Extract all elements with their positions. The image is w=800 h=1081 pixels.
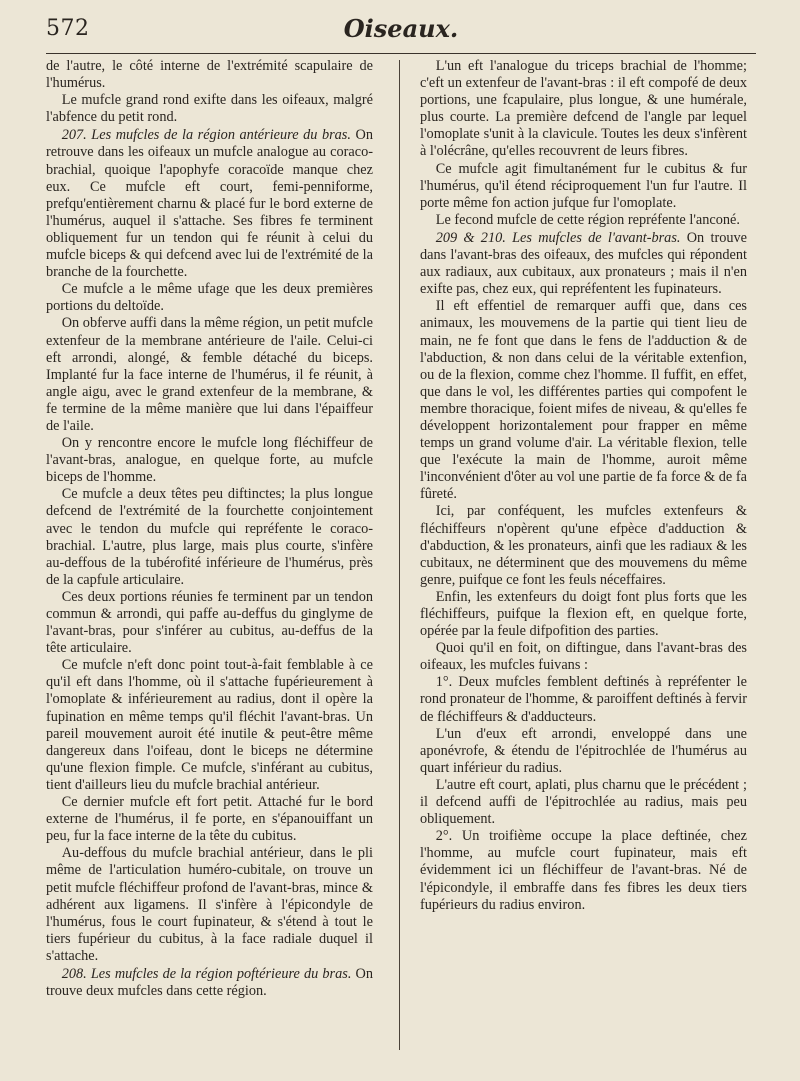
paragraph-text: de l'autre, le côté interne de l'extrémité scapulaire de l'humérus. — [46, 58, 373, 92]
paragraph — [420, 298, 747, 503]
paragraph — [46, 845, 373, 965]
section-heading: 207. Les mufcles de la région antérieure du bras. — [61, 127, 351, 144]
paragraph-text: Ces deux portions réunies fe terminent par un tendon commun & arrondi, qui paffe au-deffus du ginglyme de l'avant-bras, pour s'inférer au cubitus, au-deffus de la tête articulaire. — [46, 588, 373, 657]
paragraph — [420, 58, 747, 161]
paragraph-text: On obferve auffi dans la même région, un petit mufcle extenfeur de la membrane antérieure de l'aile. Celui-ci eft arrondi, alongé, & femble détaché du biceps. Implanté fur la face interne de l'humérus, il fe réunit, à angle aigu, avec le grand extenfeur de la membrane, & fe termine de la même manière que lui dans l'épaiffeur de l'aile. — [46, 315, 373, 434]
paragraph — [420, 777, 747, 828]
paragraph — [420, 589, 747, 640]
section-paragraph — [46, 966, 373, 1000]
header-rule — [46, 53, 756, 54]
paragraph — [46, 794, 373, 845]
paragraph — [420, 640, 747, 674]
paragraph-text: Il eft effentiel de remarquer auffi que, dans ces animaux, les mouvemens de la partie qui tient lieu de main, ne fe font que dans le fens de l'adduction & de l'abduction, & non dans celui de la véritable extenfion, ou de la flexion, comme chez l'homme. Il fuffit, en effet, que dans le vol, les différentes parties qui compofent le membre thoracique, foient mifes de niveau, & qu'elles fe développent horizontalement pour frapper en même temps un grand volume d'air. La véritable flexion, telle que l'exécute la main de l'homme, auroit même l'inconvénient d'ôter au vol une partie de fa force & de fa fûreté. — [420, 298, 747, 503]
paragraph-text: 2°. Un troifième occupe la place deftinée, chez l'homme, au mufcle court fupinateur, mais eft évidemment ici un fléchiffeur de l'avant-bras. Né de l'épicondyle, il embraffe dans fes fibres les deux tiers fupérieurs du radius environ. — [420, 828, 747, 913]
paragraph — [420, 161, 747, 212]
paragraph — [420, 828, 747, 913]
paragraph-text: L'un eft l'analogue du triceps brachial de l'homme; c'eft un extenfeur de l'avant-bras : il eft compofé de deux portions, une fcapulaire, plus longue, & une humérale, plus courte. La première defcend de l'angle par lequel l'omoplate s'unit à la clavicule. Toutes les deux s'infèrent à l'olécrâne, qu'elles recouvrent de leurs fibres. — [420, 58, 747, 160]
column-divider — [399, 60, 400, 1050]
paragraph-text: On trouve deux mufcles dans cette région. — [46, 965, 373, 1000]
paragraph — [420, 674, 747, 725]
section-paragraph — [420, 230, 747, 298]
paragraph — [46, 281, 373, 315]
section-heading: 208. Les mufcles de la région poftérieure du bras. — [61, 965, 352, 982]
paragraph — [420, 212, 747, 229]
paragraph-text: Ce mufcle a deux têtes peu diftinctes; la plus longue defcend de l'extrémité de la fourchette conjointement avec le tendon du mufcle qui repréfente le coraco-brachial. L'autre, plus large, mais plus courte, s'infère au-deffous de la tubérofité inférieure de l'humérus, près de la capfule articulaire. — [46, 486, 373, 588]
paragraph — [46, 315, 373, 435]
paragraph-text: Le fecond mufcle de cette région repréfente l'anconé. — [435, 211, 740, 228]
running-title: Oiseaux. — [343, 14, 459, 43]
paragraph-text: 1°. Deux mufcles femblent deftinés à repréfenter le rond pronateur de l'homme, & paroiffent deftinés à fervir de fléchiffeurs & d'adducteurs. — [420, 674, 747, 725]
paragraph — [46, 435, 373, 486]
paragraph-text: Ce mufcle agit fimultanément fur le cubitus & fur l'humérus, qu'il étend réciproquement l'un fur l'autre. Il porte même fon action jufque fur l'omoplate. — [420, 160, 747, 211]
page-number: 572 — [46, 16, 90, 41]
paragraph-text: Ce mufcle n'eft donc point tout-à-fait femblable à ce qu'il eft dans l'homme, où il s'attache fupérieurement à l'omoplate & inférieurement au radius, dont il opère la fupination en même temps qu'il fléchit l'avant-bras. Un pareil mouvement auroit été inutile & peut-être même dangereux dans l'oifeau, dont le biceps ne détermine qu'une flexion fimple. Ce mufcle, s'inférant au cubitus, tient d'ailleurs lieu du mufcle brachial antérieur. — [46, 657, 373, 793]
paragraph-text: Le mufcle grand rond exifte dans les oifeaux, malgré l'abfence du petit rond. — [46, 92, 373, 126]
paragraph-text: On retrouve dans les oifeaux un mufcle analogue au coraco-brachial, quoique l'apophyfe coracoïde manque chez eux. Ce mufcle eft court, femi-penniforme, prefqu'entièrement charnu & placé fur le bord externe de l'humérus, auquel il s'attache. Ses fibres fe terminent obliquement fur un tendon qui fe réunit à celui du mufcle biceps & qui defcend avec lui de l'extrémité de la branche de la fourchette. — [46, 127, 373, 281]
paragraph-text: On trouve dans l'avant-bras des oifeaux, des mufcles qui répondent aux radiaux, aux cubitaux, aux pronateurs ; mais il n'en exifte pas, chez eux, qui repréfentent les fupinateurs. — [420, 229, 747, 298]
paragraph-text: Quoi qu'il en foit, on diftingue, dans l'avant-bras des oifeaux, les mufcles fuivans : — [420, 640, 747, 674]
section-paragraph — [46, 127, 373, 281]
paragraph-text: Ce mufcle a le même ufage que les deux premières portions du deltoïde. — [46, 281, 373, 315]
paragraph — [46, 657, 373, 794]
paragraph — [46, 486, 373, 589]
paragraph — [420, 503, 747, 588]
page-header — [46, 14, 756, 48]
paragraph-text: Au-deffous du mufcle brachial antérieur, dans le pli même de l'articulation huméro-cubitale, on trouve un petit mufcle fléchiffeur profond de l'avant-bras, mince & adhérent aux ligamens. Il s'infère à l'épicondyle de l'humérus, fous le court fupinateur, & s'étend à tout le tiers fupérieur du cubitus, à la face radiale duquel il s'attache. — [46, 845, 373, 964]
paragraph — [46, 92, 373, 126]
paragraph-text: L'un d'eux eft arrondi, enveloppé dans une aponévrofe, & étendu de l'épitrochlée de l'humérus au quart inférieur du radius. — [420, 725, 747, 776]
paragraph — [46, 589, 373, 657]
paragraph — [46, 58, 373, 92]
paragraph-text: On y rencontre encore le mufcle long fléchiffeur de l'avant-bras, analogue, en quelque forte, au mufcle biceps de l'homme. — [46, 435, 373, 486]
paragraph-text: Ce dernier mufcle eft fort petit. Attaché fur le bord externe de l'humérus, il fe porte, en s'épanouiffant un peu, fur la face interne de la tête du cubitus. — [46, 794, 373, 845]
right-column — [420, 58, 747, 914]
paragraph-text: Enfin, les extenfeurs du doigt font plus forts que les fléchiffeurs, puifque la flexion eft, en quelque forte, opérée par la feule difpofition des parties. — [420, 588, 747, 640]
paragraph — [420, 726, 747, 777]
paragraph-text: Ici, par conféquent, les mufcles extenfeurs & fléchiffeurs n'opèrent qu'une efpèce d'adduction & d'abduction, & les pronateurs, ainfi que les radiaux & les cubitaux, ne déterminent que des mouvemens du même genre, puifque ce font les feuls néceffaires. — [420, 503, 747, 588]
paragraph-text: L'autre eft court, aplati, plus charnu que le précédent ; il defcend auffi de l'épitrochlée au radius, mais peu obliquement. — [420, 776, 747, 828]
left-column — [46, 58, 373, 1000]
section-heading: 209 & 210. Les mufcles de l'avant-bras. — [435, 229, 681, 246]
